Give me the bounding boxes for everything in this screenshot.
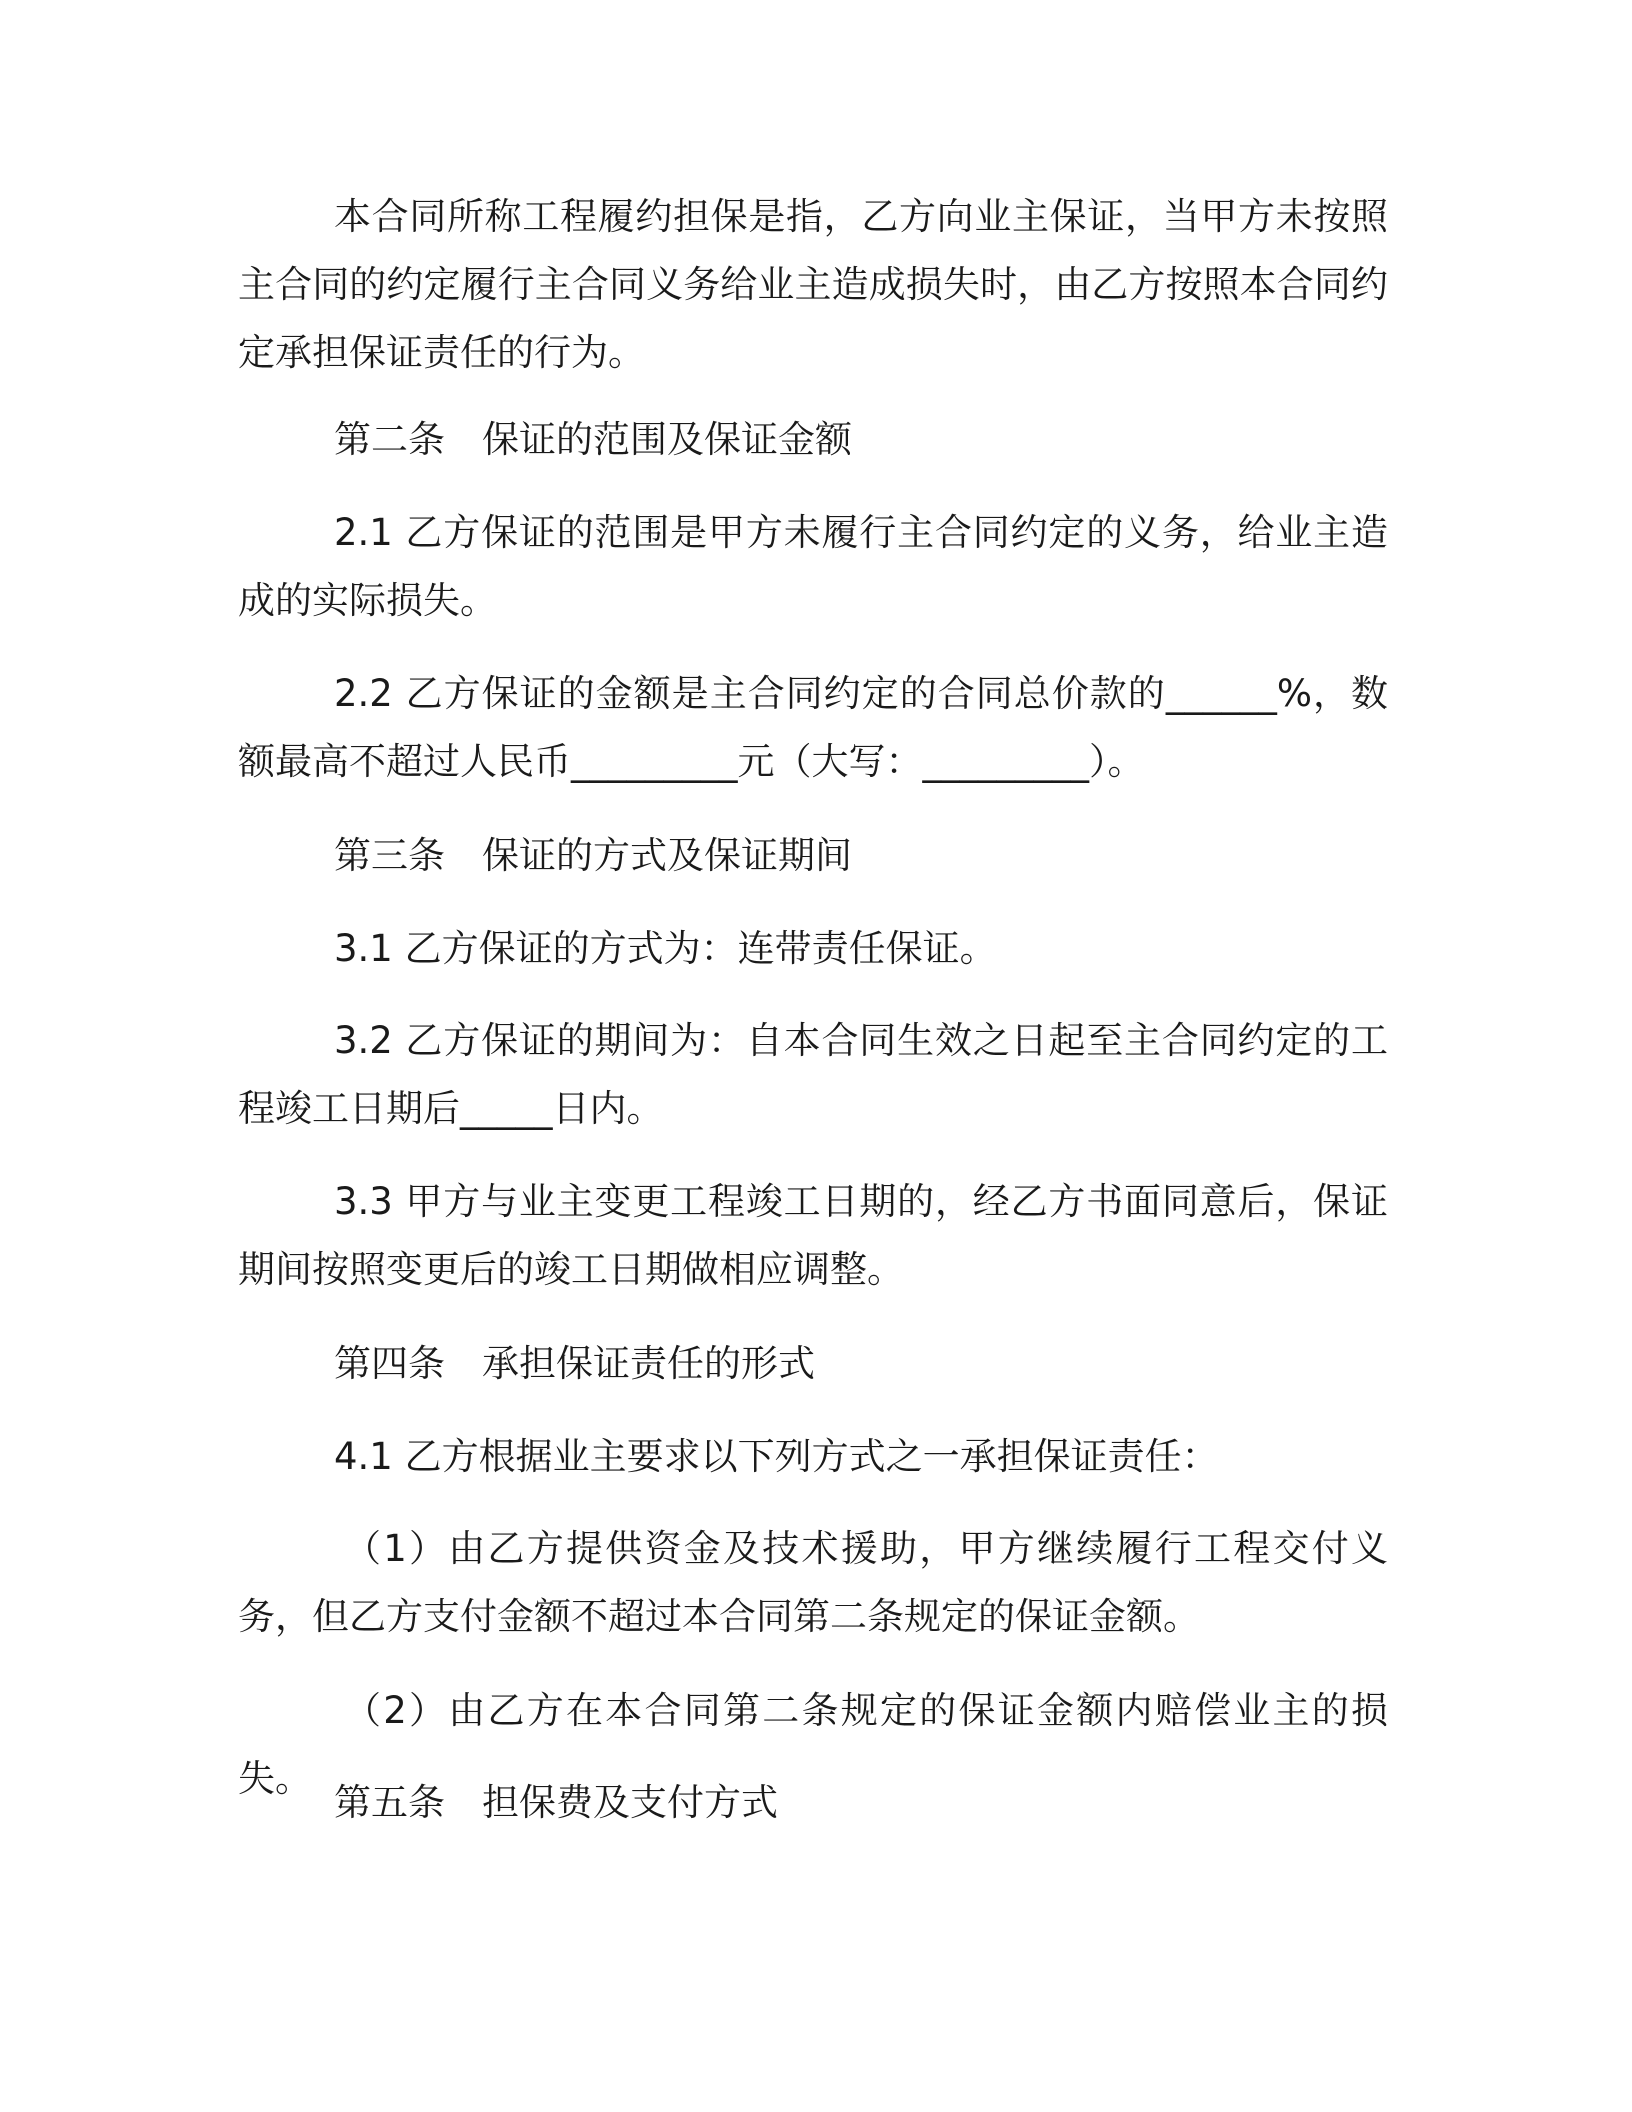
paragraph-definition: 本合同所称工程履约担保是指，乙方向业主保证，当甲方未按照主合同的约定履行主合同义务给业主造成损失时，由乙方按照本合同约定承担保证责任的行为。 — [238, 195, 1388, 374]
article-4-heading: 第四条 承担保证责任的形式 — [334, 1342, 815, 1385]
clause-2-1: 2.1 乙方保证的范围是甲方未履行主合同约定的义务，给业主造成的实际损失。 — [238, 511, 1388, 622]
article-3-heading: 第三条 保证的方式及保证期间 — [334, 834, 852, 877]
clause-3-1: 3.1 乙方保证的方式为：连带责任保证。 — [334, 927, 997, 970]
clause-3-2: 3.2 乙方保证的期间为：自本合同生效之日起至主合同约定的工程竣工日期后_____日内。 — [238, 1019, 1388, 1130]
clause-4-1: 4.1 乙方根据业主要求以下列方式之一承担保证责任： — [334, 1435, 1219, 1478]
clause-3-3: 3.3 甲方与业主变更工程竣工日期的，经乙方书面同意后，保证期间按照变更后的竣工日期做相应调整。 — [238, 1180, 1388, 1291]
article-2-heading: 第二条 保证的范围及保证金额 — [334, 418, 852, 461]
clause-2-2: 2.2 乙方保证的金额是主合同约定的合同总价款的______%，数额最高不超过人民币_________元（大写：_________）。 — [238, 672, 1388, 783]
article-5-heading: 第五条 担保费及支付方式 — [334, 1781, 778, 1824]
clause-4-1-item-2: （2）由乙方在本合同第二条规定的保证金额内赔偿业主的损失。 — [238, 1689, 1388, 1800]
clause-4-1-item-1: （1）由乙方提供资金及技术援助，甲方继续履行工程交付义务，但乙方支付金额不超过本合同第二条规定的保证金额。 — [238, 1527, 1388, 1638]
